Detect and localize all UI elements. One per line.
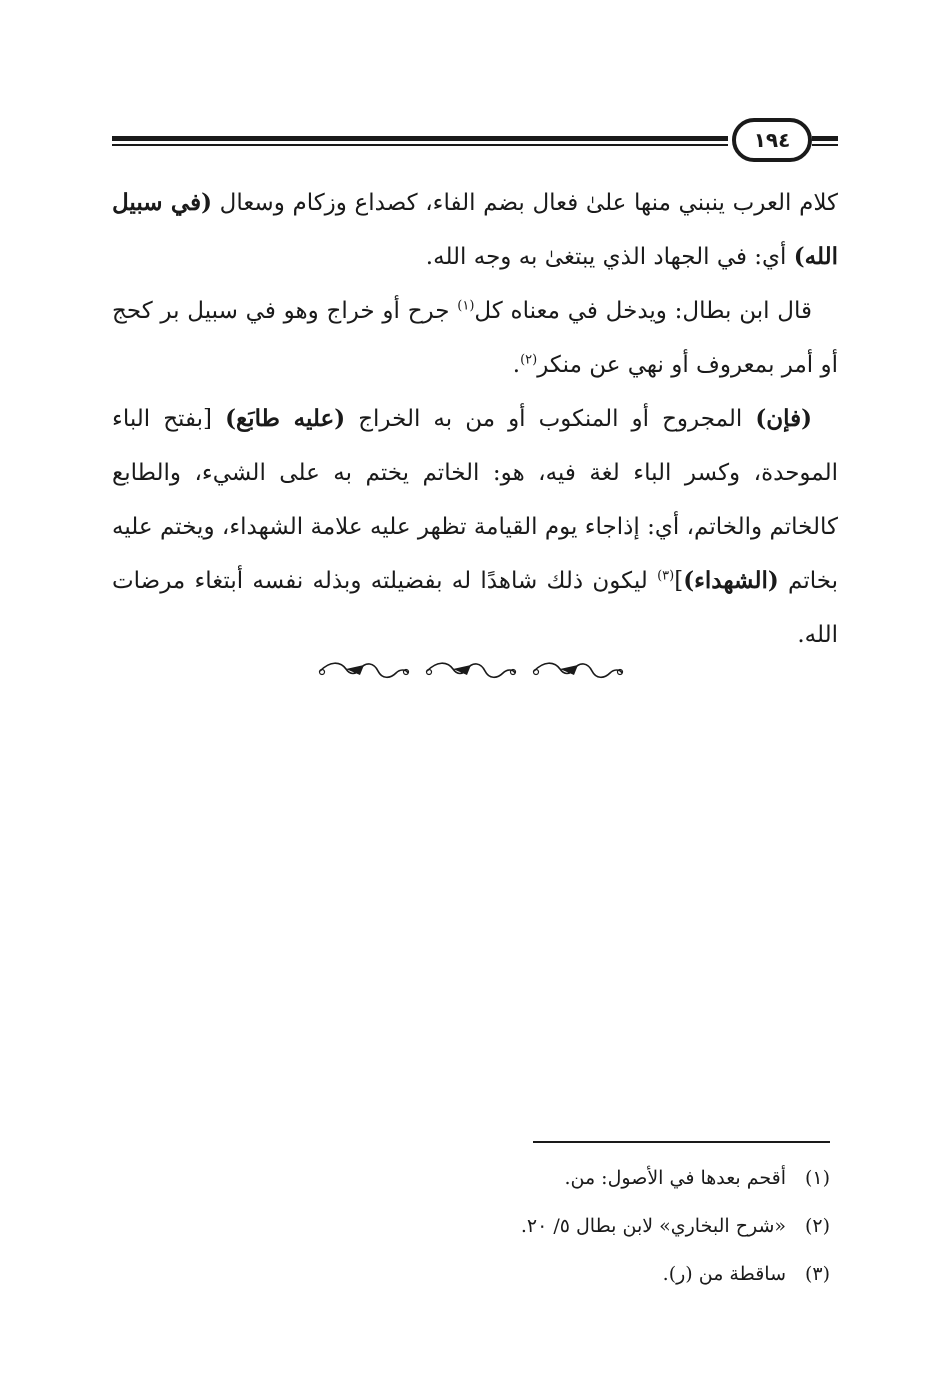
- header-rule: [112, 136, 728, 141]
- text-run: [بفتح الباء الموحدة، وكسر الباء لغة فيه، هو: الخاتم يختم به على الشيء، والطابع كالخاتم والخاتم، أي: إذاجاء يوم القيامة تظهر عليه علامة الشهداء، ويختم عليه بخاتم: [112, 406, 839, 594]
- footnote-text: «شرح البخاري» لابن بطال ٥/ ٢٠.: [520, 1215, 786, 1237]
- footnote-1: [400, 1154, 830, 1202]
- footnote-text: أقحم بعدها في الأصول: من.: [564, 1167, 786, 1189]
- page-number: ١٩٤: [732, 118, 812, 162]
- header-rule-stub-thin: [812, 144, 838, 146]
- paragraph-2: [112, 284, 838, 392]
- text-run: ليكون ذلك شاهدًا له بفضيلته وبذله نفسه أبتغاء مرضات الله.: [112, 568, 838, 648]
- text-run: أي: في الجهاد الذي يبتغىٰ به وجه الله.: [425, 244, 794, 270]
- text-run: كلام العرب ينبني منها علىٰ فعال بضم الفاء، كصداع وزكام وسعال: [211, 190, 838, 216]
- bold-phrase: (الشهداء): [683, 567, 779, 594]
- bold-phrase: (فإن): [755, 405, 812, 432]
- footnote-text: ساقطة من (ر).: [662, 1263, 786, 1285]
- header-rule-thin: [112, 144, 728, 146]
- ornament-flourish-icon: [530, 659, 626, 683]
- footnote-separator: [533, 1141, 830, 1143]
- paragraph-3: [112, 392, 838, 662]
- footnote-3: [400, 1250, 830, 1298]
- main-text: [112, 176, 838, 662]
- footnote-number: (١): [804, 1167, 830, 1189]
- header-rule-stub: [812, 136, 838, 141]
- text-run: ]: [674, 568, 684, 594]
- ornament-flourish-icon: [316, 659, 412, 683]
- footnote-marker: (٢): [520, 352, 538, 368]
- text-run: المجروح أو المنكوب أو من به الخراج: [345, 406, 756, 432]
- bold-phrase: (عليه طابَع): [225, 405, 346, 432]
- footnote-number: (٢): [804, 1215, 830, 1237]
- footnote-number: (٣): [804, 1263, 830, 1285]
- text-run: جرح أو خراج وهو في سبيل بر كحج أو أمر بمعروف أو نهي عن منكر: [112, 298, 838, 378]
- text-run: قال ابن بطال: ويدخل في معناه كل: [474, 298, 812, 324]
- text-run: .: [512, 352, 521, 378]
- footnote-marker: (١): [457, 298, 475, 314]
- footnote-marker: (٣): [657, 568, 675, 584]
- ornament-flourish-icon: [423, 659, 519, 683]
- footnote-2: [400, 1202, 830, 1250]
- paragraph-1: [112, 176, 838, 284]
- bold-phrase: (في سبيل الله): [112, 189, 838, 270]
- footnotes: [400, 1154, 830, 1298]
- page-header: [112, 118, 838, 162]
- section-end-ornament: [316, 658, 626, 684]
